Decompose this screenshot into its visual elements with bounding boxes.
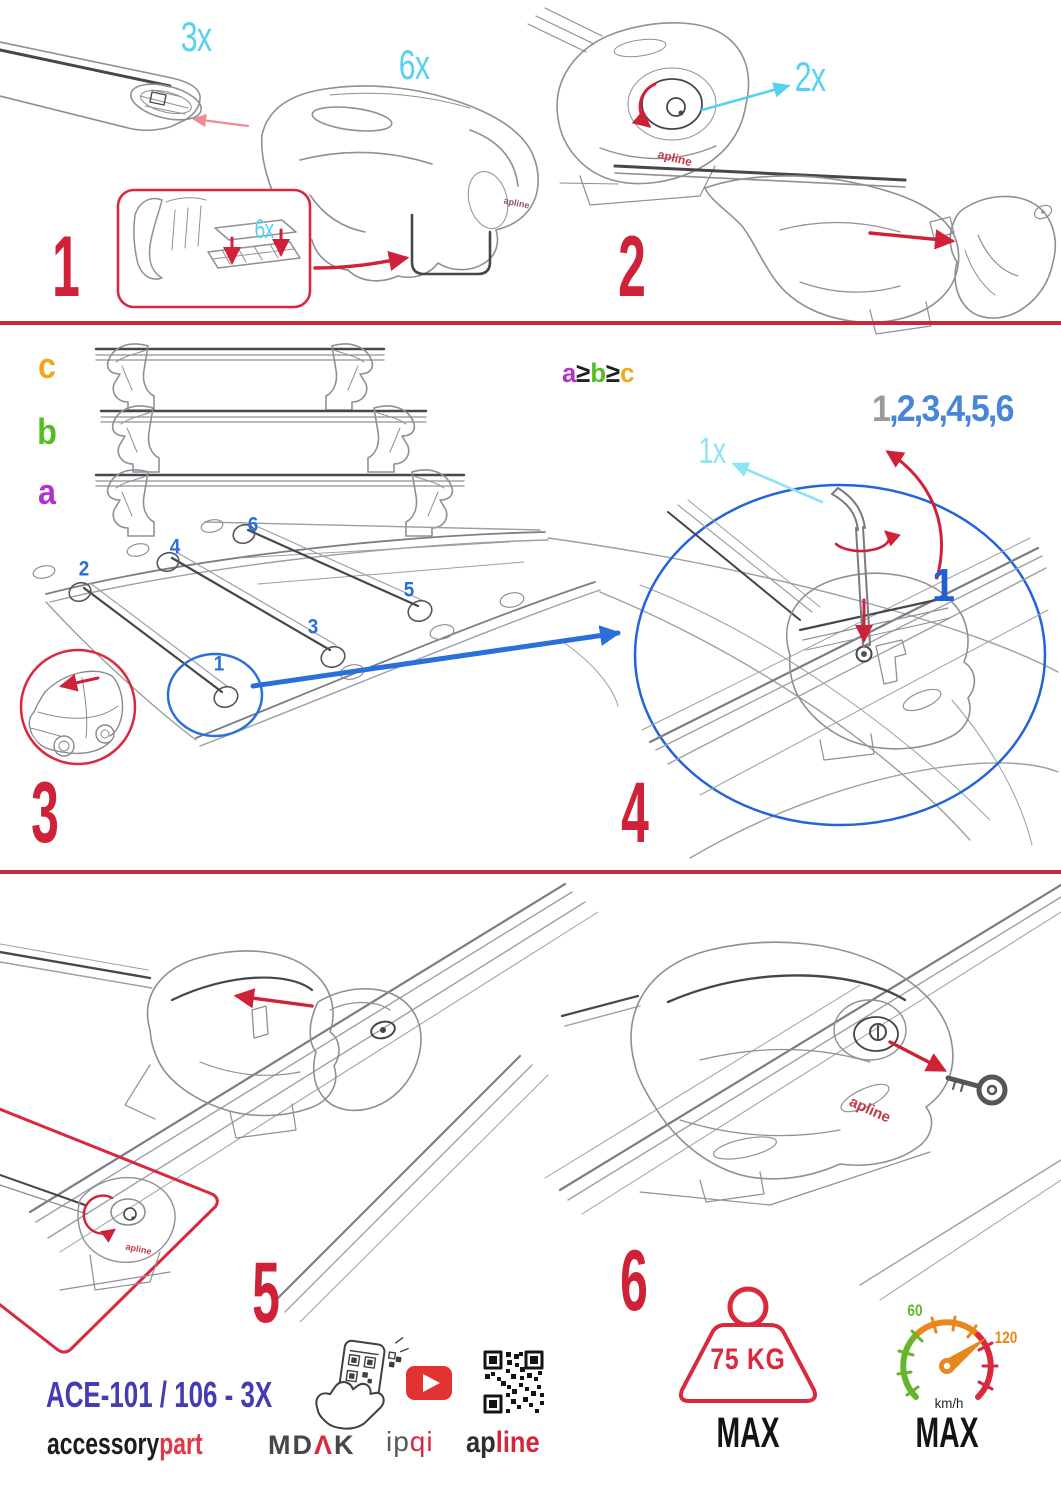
apline-logo-step2-foot: apline xyxy=(656,147,694,170)
step5-slide-arrow xyxy=(237,996,312,1006)
sequence-rest: ,2,3,4,5,6 xyxy=(889,388,1013,429)
step4-tool-qty-label: 1x xyxy=(698,430,726,471)
gauge-unit-label: km/h xyxy=(934,1395,964,1411)
bar-size-label-a: a xyxy=(37,471,57,512)
step4-tool-qty-arrow xyxy=(734,464,822,502)
gauge-low-label: 60 xyxy=(907,1301,923,1320)
rule-b: b xyxy=(590,358,607,388)
step1-insert-arrow xyxy=(194,119,248,126)
max-speed-gauge-icon xyxy=(898,1317,997,1397)
max-load-value: 75 KG xyxy=(710,1343,786,1376)
qr-code-icon xyxy=(485,1352,544,1413)
apline-logo-step6-foot: apline xyxy=(846,1093,894,1127)
step3-bar-b xyxy=(101,406,426,472)
step6-key-arrow xyxy=(890,1042,944,1070)
ipqi-red: qi xyxy=(409,1426,434,1457)
step4-position-callout: 1 xyxy=(932,559,956,611)
accessorypart-logo xyxy=(47,1428,203,1459)
rule-a: a xyxy=(562,358,577,388)
bar-size-label-c: c xyxy=(37,345,57,386)
step5-number: 5 xyxy=(252,1245,280,1341)
roof-position-3: 3 xyxy=(307,615,319,639)
roof-position-5: 5 xyxy=(403,578,415,602)
bar-size-label-b: b xyxy=(37,411,57,452)
rule-ge-1: ≥ xyxy=(576,358,591,388)
ipqi-gray: ip xyxy=(386,1426,410,1457)
model-code: ACE-101 / 106 - 3X xyxy=(46,1374,273,1415)
step1-crossbar-end xyxy=(0,42,205,130)
section-divider-1 xyxy=(0,321,1061,325)
roof-position-6: 6 xyxy=(247,513,259,537)
roof-position-2: 2 xyxy=(78,557,90,581)
step3-bar-a xyxy=(96,470,464,536)
step4-number: 4 xyxy=(621,765,649,861)
max-load-label: MAX xyxy=(716,1409,780,1457)
qr-fragment-icon xyxy=(388,1336,410,1368)
key-illustration xyxy=(948,1077,1005,1103)
step1-foot-qty-label: 6x xyxy=(398,41,430,88)
section-divider-2 xyxy=(0,870,1061,874)
ipqi-logo xyxy=(386,1428,434,1456)
gauge-high-label: 120 xyxy=(994,1328,1018,1347)
step5-locked-inset xyxy=(0,1106,217,1352)
sequence-first: 1 xyxy=(872,388,890,429)
step1-number: 1 xyxy=(52,219,80,315)
apline-logo-step1-foot: apline xyxy=(502,195,531,211)
step3-number: 3 xyxy=(31,765,59,861)
youtube-icon xyxy=(406,1366,452,1400)
step5-foot-and-cover xyxy=(125,951,421,1138)
rule-ge-2: ≥ xyxy=(606,358,621,388)
roof-position-4: 4 xyxy=(169,535,181,559)
step2-number: 2 xyxy=(618,219,646,315)
brand-accessory: accessory xyxy=(47,1426,160,1461)
scan-qr-phone-icon xyxy=(313,1327,409,1436)
car-inset-circle xyxy=(21,650,135,764)
step6-foot-lock xyxy=(631,942,953,1205)
apline-logo xyxy=(466,1428,540,1458)
apline-ap: ap xyxy=(466,1426,496,1459)
step1-bar-qty-label: 3x xyxy=(180,13,212,60)
bar-size-rule xyxy=(562,360,634,387)
mdak-caret: Λ xyxy=(314,1430,335,1460)
mdak-pre: MD xyxy=(268,1430,314,1460)
mdak-post: K xyxy=(334,1430,356,1460)
tighten-sequence-label xyxy=(872,390,1013,427)
step6-number: 6 xyxy=(620,1233,648,1329)
car-direction-arrow xyxy=(62,678,98,686)
step1-pad-qty-label: 6x xyxy=(254,214,274,244)
apline-logo-step5-foot: apline xyxy=(124,1241,153,1257)
mdak-logo xyxy=(268,1432,356,1459)
step2-screw-qty-label: 2x xyxy=(794,53,826,100)
step1-pad-inset-box xyxy=(118,190,310,307)
step3-bar-c xyxy=(96,344,384,410)
rule-c: c xyxy=(620,358,635,388)
roof-position-1: 1 xyxy=(213,652,225,676)
step4-rails xyxy=(642,500,1048,795)
brand-part: part xyxy=(159,1426,203,1461)
max-speed-label: MAX xyxy=(915,1409,979,1457)
apline-line: line xyxy=(495,1426,540,1459)
